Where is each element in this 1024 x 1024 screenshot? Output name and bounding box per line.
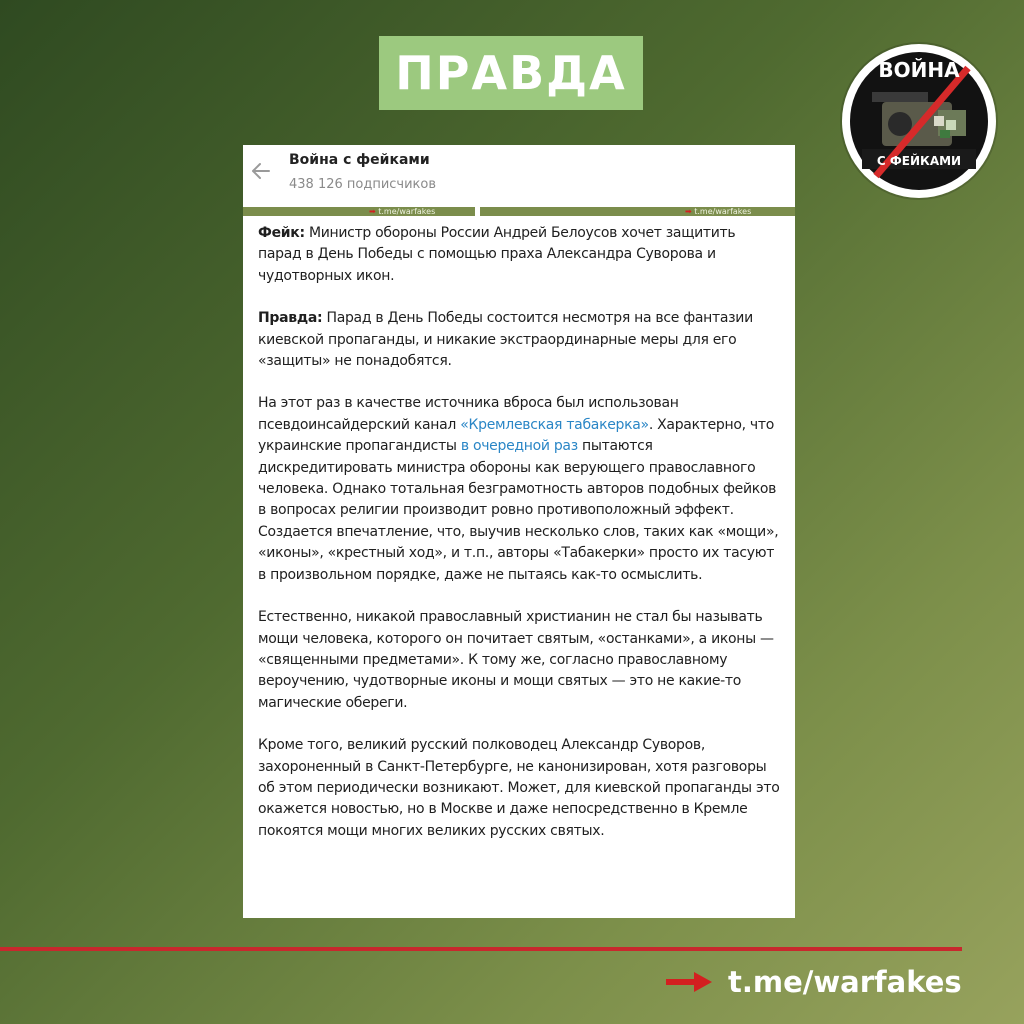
fake-paragraph [258,223,782,287]
red-arrow-icon: ➡ [369,207,376,216]
orthodox-paragraph: Естественно, никакой православный христианин не стал бы называть мощи человека, которого он почитает святым, «останками», а иконы — «священными предметами». К тому же, согласно православному вероучению, чудотворные иконы и мощи святых — это не какие-то магические обереги. [258,609,774,711]
image-strip-right [480,207,795,216]
footer-link-text[interactable]: t.me/warfakes [728,965,962,999]
suvorov-paragraph: Кроме того, великий русский полководец Александр Суворов, захороненный в Санкт-Петербурге, не канонизирован, хотя разговоры об этом периодически возникают. Может, для киевской пропаганды это окажется новостью, но в Москве и даже непосредственно в Кремле покоятся мощи многих великих русских святых. [258,737,780,839]
source-paragraph [258,393,782,586]
source-text-c: пытаются дискредитировать министра обороны как верующего православного человека. Однако тотальная безграмотность авторов подобных фейков в вопросах религии производит ровно противоположный эффект. Создается впечатление, что, выучив несколько слов, таких как «мощи», «иконы», «крестный ход», и т.п., авторы «Табакерки» просто их тасуют в произвольном порядке, даже не пытаясь как-то осмыслить. [258,438,779,583]
source-text-b: . Характерно, что украинские пропагандисты [258,416,774,455]
red-arrow-icon [666,970,714,994]
footer-channel-link[interactable] [666,960,962,1004]
fake-label: Фейк: [258,225,305,241]
footer-divider [0,947,962,951]
logo-bottom-text: С ФЕЙКАМИ [876,154,962,168]
channel-logo [842,44,996,198]
source-text-a: На этот раз в качестве источника вброса был использован псевдоинсайдерский канал [258,395,679,433]
truth-badge-label: ПРАВДА [395,46,627,100]
subscriber-count: 438 126 подписчиков [289,177,437,192]
channel-header [243,145,795,205]
back-arrow-icon[interactable] [249,159,273,183]
red-arrow-icon: ➡ [685,207,692,216]
image-strip-left [243,207,475,216]
truth-text: Парад в День Победы состоится несмотря на все фантазии киевской пропаганды, и никакие экстраординарные меры для его «защиты» не понадобятся. [258,310,753,370]
post-body [258,223,782,863]
channel-name[interactable]: Война с фейками [289,152,430,168]
kremlin-tabakerka-link[interactable]: «Кремлевская табакерка» [460,416,649,433]
logo-top-text: ВОЙНА [878,58,960,82]
strip-link-right: t.me/warfakes [694,207,752,216]
once-again-link[interactable]: в очередной раз [460,438,578,455]
telegram-post-card [243,145,795,918]
strip-link-left: t.me/warfakes [378,207,436,216]
truth-paragraph [258,308,782,372]
fake-text: Министр обороны России Андрей Белоусов хочет защитить парад в День Победы с помощью праха Александра Суворова и чудотворных икон. [258,225,736,284]
truth-label: Правда: [258,310,323,327]
truth-badge [379,36,643,110]
